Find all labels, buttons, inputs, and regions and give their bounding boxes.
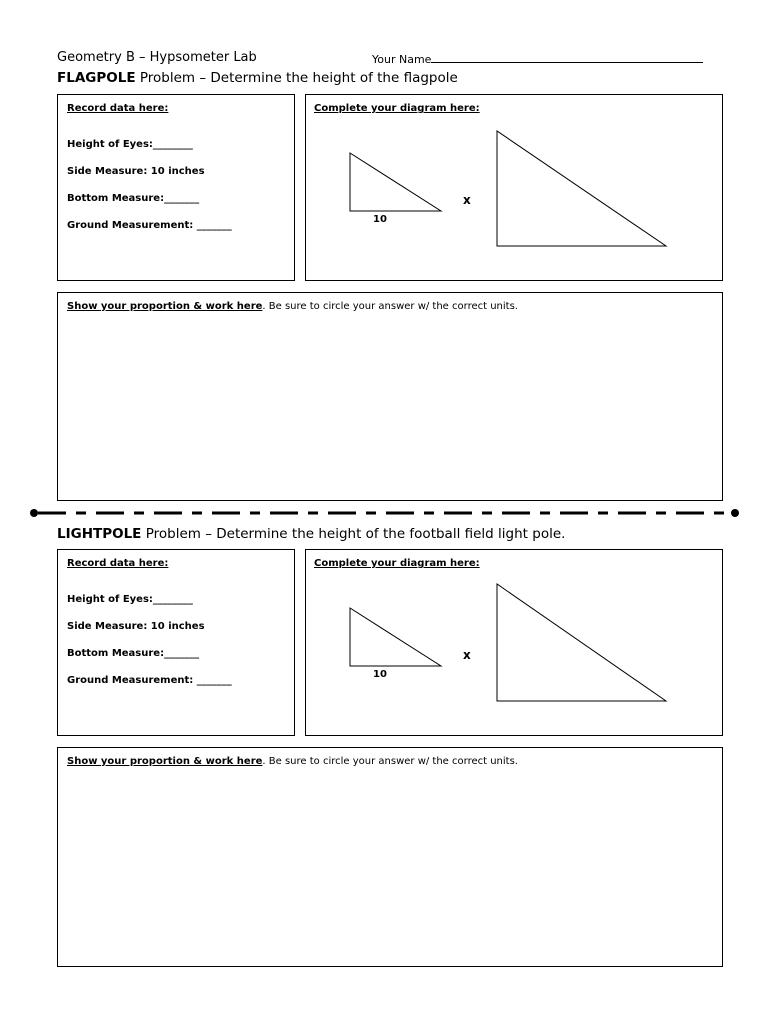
record-data-box xyxy=(57,94,295,281)
problem-description: Problem – Determine the height of the flagpole xyxy=(135,70,458,86)
small-triangle xyxy=(350,608,441,666)
diagram-figure xyxy=(306,95,724,282)
worksheet-title: Geometry B – Hypsometer Lab xyxy=(57,50,257,65)
work-title-rest: . Be sure to circle your answer w/ the correct units. xyxy=(262,756,518,767)
height-of-eyes-line[interactable]: Height of Eyes:________ xyxy=(67,594,193,605)
diagram-figure xyxy=(306,550,724,737)
work-box[interactable] xyxy=(57,292,723,501)
side-measure-line: Side Measure: 10 inches xyxy=(67,621,205,632)
bottom-measure-line[interactable]: Bottom Measure:_______ xyxy=(67,193,200,204)
diagram-title: Complete your diagram here: xyxy=(314,558,480,569)
name-field[interactable] xyxy=(372,52,703,66)
similarity-mark: x xyxy=(463,193,471,207)
base-label: 10 xyxy=(373,669,387,680)
problem-description: Problem – Determine the height of the football field light pole. xyxy=(141,526,566,542)
work-title-rest: . Be sure to circle your answer w/ the correct units. xyxy=(262,301,518,312)
record-data-title: Record data here: xyxy=(67,558,169,569)
record-data-title: Record data here: xyxy=(67,103,169,114)
diagram-title: Complete your diagram here: xyxy=(314,103,480,114)
large-triangle xyxy=(497,584,666,701)
ground-measurement-line[interactable]: Ground Measurement: _______ xyxy=(67,675,232,686)
cut-line xyxy=(0,503,768,523)
side-measure-line: Side Measure: 10 inches xyxy=(67,166,205,177)
flagpole-problem-heading xyxy=(57,70,458,86)
similarity-mark: x xyxy=(463,648,471,662)
lightpole-problem-heading xyxy=(57,526,565,542)
work-instructions xyxy=(67,756,518,767)
ground-measurement-line[interactable]: Ground Measurement: _______ xyxy=(67,220,232,231)
height-of-eyes-line[interactable]: Height of Eyes:________ xyxy=(67,139,193,150)
small-triangle xyxy=(350,153,441,211)
name-blank-line xyxy=(431,52,703,63)
diagram-box xyxy=(305,94,723,281)
name-label: Your Name xyxy=(372,53,432,66)
work-box[interactable] xyxy=(57,747,723,967)
work-instructions xyxy=(67,301,518,312)
large-triangle xyxy=(497,131,666,246)
base-label: 10 xyxy=(373,214,387,225)
work-title-bold: Show your proportion & work here xyxy=(67,301,263,312)
cut-line-end-dot xyxy=(731,509,739,517)
bottom-measure-line[interactable]: Bottom Measure:_______ xyxy=(67,648,200,659)
diagram-box xyxy=(305,549,723,736)
cut-line-start-dot xyxy=(30,509,38,517)
work-title-bold: Show your proportion & work here xyxy=(67,756,263,767)
problem-keyword: FLAGPOLE xyxy=(57,70,136,86)
record-data-box xyxy=(57,549,295,736)
problem-keyword: LIGHTPOLE xyxy=(57,526,142,542)
